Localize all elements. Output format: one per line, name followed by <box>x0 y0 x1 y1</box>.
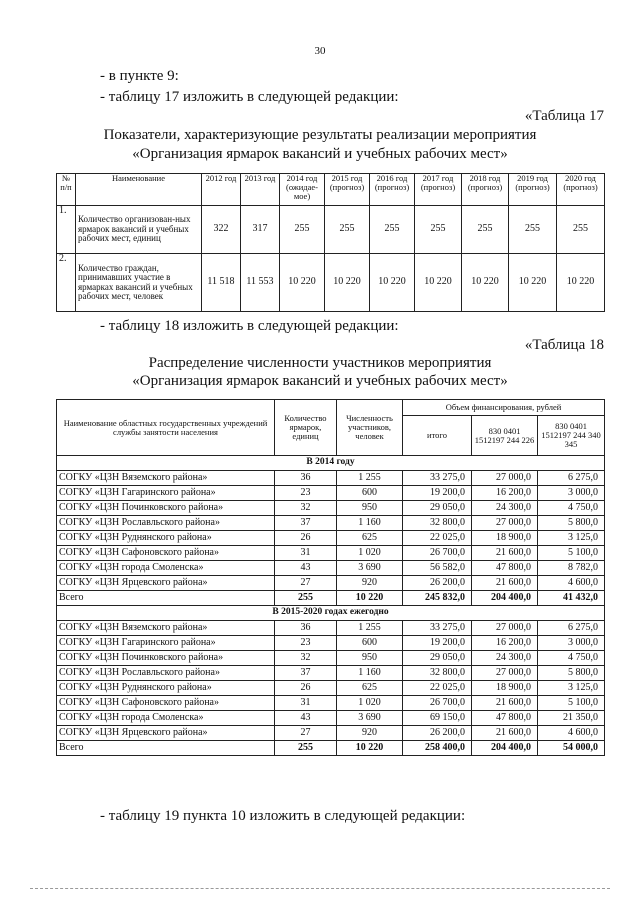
table17-value-cell: 255 <box>462 206 509 254</box>
table18-cell-funding2: 6 275,0 <box>538 471 605 486</box>
table18-cell-total: 19 200,0 <box>403 486 472 501</box>
table18-cell-funding1: 204 400,0 <box>472 741 538 756</box>
table18-cell-funding1: 21 600,0 <box>472 726 538 741</box>
table18-cell-funding1: 24 300,0 <box>472 651 538 666</box>
table18-cell-fairs: 26 <box>275 531 337 546</box>
table18-cell-name: СОГКУ «ЦЗН Руднянского района» <box>57 531 275 546</box>
table18-cell-funding2: 8 782,0 <box>538 561 605 576</box>
table17-body <box>57 206 605 312</box>
table17-row-name: Количество граждан, принимавших участие в ярмарках вакансий и учебных рабочих мест, человек <box>76 254 202 312</box>
table17-value-cell: 255 <box>325 206 370 254</box>
table17-row <box>57 206 605 254</box>
table18-cell-funding1: 27 000,0 <box>472 621 538 636</box>
table18-cell-participants: 1 255 <box>337 471 403 486</box>
table17-row-number: 2. <box>57 254 76 312</box>
edit-table18-text: - таблицу 18 изложить в следующей редакции: <box>100 318 399 334</box>
table18-cell-fairs: 26 <box>275 681 337 696</box>
table18-cell-funding2: 54 000,0 <box>538 741 605 756</box>
table18-cell-funding1: 47 800,0 <box>472 711 538 726</box>
table18-cell-fairs: 23 <box>275 636 337 651</box>
table18-row <box>57 726 605 741</box>
table17-header-cell: 2013 год <box>241 174 280 206</box>
table18-cell-funding2: 5 800,0 <box>538 516 605 531</box>
table18-cell-total: 33 275,0 <box>403 471 472 486</box>
table17-label: «Таблица 17 <box>524 108 604 124</box>
table18-label: «Таблица 18 <box>524 337 604 353</box>
table18-cell-funding1: 18 900,0 <box>472 681 538 696</box>
table18-cell-funding1: 27 000,0 <box>472 471 538 486</box>
table18-cell-name: СОГКУ «ЦЗН Вяземского района» <box>57 471 275 486</box>
table17-row <box>57 254 605 312</box>
table17-header-cell: 2015 год (прогноз) <box>325 174 370 206</box>
table18-cell-name: СОГКУ «ЦЗН Ярцевского района» <box>57 576 275 591</box>
table18-cell-participants: 920 <box>337 726 403 741</box>
table18-title-line2: «Организация ярмарок вакансий и учебных рабочих мест» <box>132 373 508 389</box>
table17-value-cell: 255 <box>280 206 325 254</box>
table18-cell-funding2: 41 432,0 <box>538 591 605 606</box>
table18-cell-total: 22 025,0 <box>403 531 472 546</box>
table18-cell-participants: 600 <box>337 486 403 501</box>
table18-cell-funding1: 27 000,0 <box>472 516 538 531</box>
table17-header-cell: 2016 год (прогноз) <box>370 174 415 206</box>
table18-cell-participants: 600 <box>337 636 403 651</box>
table18-row <box>57 486 605 501</box>
table17-header-cell: Наименование <box>76 174 202 206</box>
table18-cell-funding1: 21 600,0 <box>472 546 538 561</box>
edit-table17-text: - таблицу 17 изложить в следующей редакции: <box>100 89 399 105</box>
table18-title-line1: Распределение численности участников мероприятия <box>148 355 492 371</box>
table17-title-line2: «Организация ярмарок вакансий и учебных рабочих мест» <box>132 146 508 162</box>
table18-cell-participants: 950 <box>337 501 403 516</box>
table17-header-cell: 2014 год (ожидае-мое) <box>280 174 325 206</box>
table17-value-cell: 11 553 <box>241 254 280 312</box>
table18-cell-funding1: 16 200,0 <box>472 636 538 651</box>
table18-section-row <box>57 606 605 621</box>
table18-cell-funding2: 6 275,0 <box>538 621 605 636</box>
table17-value-cell: 11 518 <box>202 254 241 312</box>
table18-cell-fairs: 32 <box>275 651 337 666</box>
table18-cell-funding1: 21 600,0 <box>472 696 538 711</box>
table17-value-cell: 255 <box>415 206 462 254</box>
table18-cell-funding2: 3 000,0 <box>538 486 605 501</box>
table18-cell-fairs: 43 <box>275 711 337 726</box>
table18-header-fairs: Количество ярмарок, единиц <box>275 400 337 456</box>
table18-cell-funding1: 16 200,0 <box>472 486 538 501</box>
table18-cell-fairs: 32 <box>275 501 337 516</box>
table18-header-row1 <box>57 400 605 416</box>
table18-cell-participants: 920 <box>337 576 403 591</box>
table18-row <box>57 501 605 516</box>
table17-header-row <box>57 174 605 206</box>
table18-cell-funding2: 3 125,0 <box>538 681 605 696</box>
table18-total-row <box>57 741 605 756</box>
table18-row <box>57 651 605 666</box>
table18-cell-participants: 3 690 <box>337 711 403 726</box>
table18-cell-funding2: 3 000,0 <box>538 636 605 651</box>
table17-value-cell: 10 220 <box>462 254 509 312</box>
table18-cell-participants: 1 160 <box>337 666 403 681</box>
table18-section-row <box>57 456 605 471</box>
table18-cell-total: 29 050,0 <box>403 651 472 666</box>
table18-cell-total: 245 832,0 <box>403 591 472 606</box>
table18-cell-fairs: 23 <box>275 486 337 501</box>
table18-cell-name: СОГКУ «ЦЗН Руднянского района» <box>57 681 275 696</box>
table18-total-row <box>57 591 605 606</box>
table18-cell-funding2: 3 125,0 <box>538 531 605 546</box>
table18-cell-funding2: 21 350,0 <box>538 711 605 726</box>
table17-row-name: Количество организован-ных ярмарок вакансий и учебных рабочих мест, единиц <box>76 206 202 254</box>
table18-cell-name: СОГКУ «ЦЗН Вяземского района» <box>57 621 275 636</box>
table18 <box>56 399 605 756</box>
table18-cell-funding1: 21 600,0 <box>472 576 538 591</box>
table18-cell-name: СОГКУ «ЦЗН Гагаринского района» <box>57 486 275 501</box>
table18-cell-participants: 10 220 <box>337 741 403 756</box>
table18-cell-fairs: 37 <box>275 516 337 531</box>
table18-cell-funding1: 18 900,0 <box>472 531 538 546</box>
table18-cell-total: 19 200,0 <box>403 636 472 651</box>
table18-cell-participants: 10 220 <box>337 591 403 606</box>
table18-cell-name: СОГКУ «ЦЗН города Смоленска» <box>57 711 275 726</box>
table18-cell-fairs: 43 <box>275 561 337 576</box>
table17-value-cell: 255 <box>370 206 415 254</box>
table17-row-number: 1. <box>57 206 76 254</box>
table18-cell-fairs: 255 <box>275 591 337 606</box>
table17 <box>56 173 605 312</box>
table17-header-cell: № п/п <box>57 174 76 206</box>
table17-header-cell: 2019 год (прогноз) <box>509 174 557 206</box>
point-heading: - в пункте 9: <box>100 68 179 84</box>
table18-cell-total: 22 025,0 <box>403 681 472 696</box>
table18-cell-funding2: 4 600,0 <box>538 576 605 591</box>
table18-cell-name: СОГКУ «ЦЗН Сафоновского района» <box>57 696 275 711</box>
table18-cell-total: 258 400,0 <box>403 741 472 756</box>
table18-cell-fairs: 37 <box>275 666 337 681</box>
table18-section-title: В 2014 году <box>57 456 605 471</box>
table18-cell-total: 32 800,0 <box>403 666 472 681</box>
table18-cell-name: Всего <box>57 741 275 756</box>
table18-cell-participants: 950 <box>337 651 403 666</box>
table18-cell-name: СОГКУ «ЦЗН Гагаринского района» <box>57 636 275 651</box>
table18-cell-participants: 1 160 <box>337 516 403 531</box>
table17-value-cell: 10 220 <box>280 254 325 312</box>
table18-row <box>57 696 605 711</box>
table18-cell-name: СОГКУ «ЦЗН Сафоновского района» <box>57 546 275 561</box>
table18-cell-total: 26 700,0 <box>403 696 472 711</box>
table18-cell-total: 33 275,0 <box>403 621 472 636</box>
table18-cell-total: 29 050,0 <box>403 501 472 516</box>
footer-divider <box>30 888 610 889</box>
table18-header-participants: Численность участников, человек <box>337 400 403 456</box>
table18-body <box>57 456 605 756</box>
table18-cell-participants: 1 255 <box>337 621 403 636</box>
table17-value-cell: 10 220 <box>415 254 462 312</box>
table17-value-cell: 10 220 <box>325 254 370 312</box>
table18-cell-funding2: 4 750,0 <box>538 501 605 516</box>
table18-cell-name: СОГКУ «ЦЗН Рославльского района» <box>57 516 275 531</box>
table17-header-cell: 2020 год (прогноз) <box>557 174 605 206</box>
table18-header-total: итого <box>403 416 472 456</box>
table18-cell-funding1: 27 000,0 <box>472 666 538 681</box>
table18-row <box>57 681 605 696</box>
table18-row <box>57 531 605 546</box>
table18-row <box>57 471 605 486</box>
table17-header-cell: 2018 год (прогноз) <box>462 174 509 206</box>
table18-cell-participants: 1 020 <box>337 546 403 561</box>
table18-cell-fairs: 31 <box>275 546 337 561</box>
table18-cell-participants: 625 <box>337 681 403 696</box>
table17-value-cell: 255 <box>557 206 605 254</box>
table18-cell-total: 56 582,0 <box>403 561 472 576</box>
table18-cell-name: СОГКУ «ЦЗН Починковского района» <box>57 651 275 666</box>
table18-row <box>57 621 605 636</box>
table18-cell-name: СОГКУ «ЦЗН Починковского района» <box>57 501 275 516</box>
table18-cell-total: 26 200,0 <box>403 576 472 591</box>
edit-table19-text: - таблицу 19 пункта 10 изложить в следующей редакции: <box>100 808 466 824</box>
page-number: 30 <box>314 45 326 57</box>
table18-cell-funding1: 47 800,0 <box>472 561 538 576</box>
table18-cell-funding2: 4 750,0 <box>538 651 605 666</box>
table18-cell-funding2: 5 100,0 <box>538 696 605 711</box>
table18-row <box>57 561 605 576</box>
table18-cell-name: СОГКУ «ЦЗН Ярцевского района» <box>57 726 275 741</box>
table18-header-funding: Объем финансирования, рублей <box>403 400 605 416</box>
table18-row <box>57 711 605 726</box>
table18-row <box>57 546 605 561</box>
table18-cell-fairs: 27 <box>275 726 337 741</box>
table18-cell-name: Всего <box>57 591 275 606</box>
table18-cell-name: СОГКУ «ЦЗН города Смоленска» <box>57 561 275 576</box>
table18-header-code2: 830 0401 1512197 244 340 345 <box>538 416 605 456</box>
table17-value-cell: 317 <box>241 206 280 254</box>
table18-cell-total: 32 800,0 <box>403 516 472 531</box>
table18-cell-total: 26 700,0 <box>403 546 472 561</box>
table18-cell-funding2: 5 100,0 <box>538 546 605 561</box>
table18-cell-funding2: 5 800,0 <box>538 666 605 681</box>
table18-cell-total: 26 200,0 <box>403 726 472 741</box>
table17-header-cell: 2017 год (прогноз) <box>415 174 462 206</box>
table18-row <box>57 666 605 681</box>
table18-row <box>57 516 605 531</box>
table18-section-title: В 2015-2020 годах ежегодно <box>57 606 605 621</box>
table18-row <box>57 636 605 651</box>
table17-value-cell: 322 <box>202 206 241 254</box>
table18-cell-name: СОГКУ «ЦЗН Рославльского района» <box>57 666 275 681</box>
table18-cell-participants: 3 690 <box>337 561 403 576</box>
table17-value-cell: 10 220 <box>509 254 557 312</box>
table18-cell-participants: 625 <box>337 531 403 546</box>
table18-cell-total: 69 150,0 <box>403 711 472 726</box>
table18-cell-fairs: 36 <box>275 471 337 486</box>
table18-cell-funding1: 24 300,0 <box>472 501 538 516</box>
table17-value-cell: 255 <box>509 206 557 254</box>
table17-title-line1: Показатели, характеризующие результаты реализации мероприятия <box>103 127 537 143</box>
table17-value-cell: 10 220 <box>557 254 605 312</box>
table18-cell-fairs: 36 <box>275 621 337 636</box>
table18-cell-fairs: 255 <box>275 741 337 756</box>
table17-header-cell: 2012 год <box>202 174 241 206</box>
table18-row <box>57 576 605 591</box>
table18-cell-funding2: 4 600,0 <box>538 726 605 741</box>
table18-cell-participants: 1 020 <box>337 696 403 711</box>
table18-cell-fairs: 31 <box>275 696 337 711</box>
table17-value-cell: 10 220 <box>370 254 415 312</box>
table18-header-name: Наименование областных государственных учреждений службы занятости населения <box>57 400 275 456</box>
table18-cell-fairs: 27 <box>275 576 337 591</box>
table18-cell-funding1: 204 400,0 <box>472 591 538 606</box>
table18-header-code1: 830 0401 1512197 244 226 <box>472 416 538 456</box>
